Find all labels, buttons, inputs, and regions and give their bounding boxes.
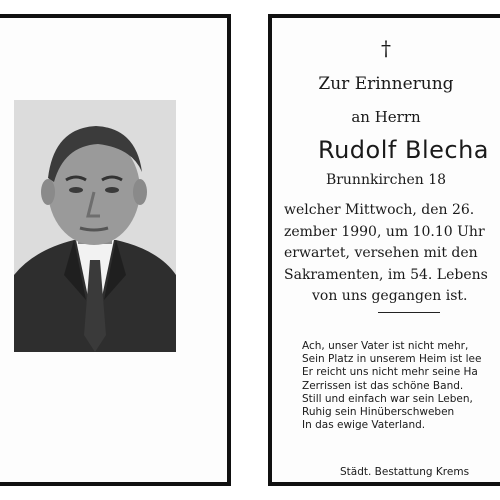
divider-line bbox=[378, 312, 440, 313]
poem-line: Ach, unser Vater ist nicht mehr, bbox=[302, 340, 469, 352]
poem-line: Sein Platz in unserem Heim ist lee bbox=[302, 353, 482, 366]
poem-line: Zerrissen ist das schöne Band. bbox=[302, 379, 464, 392]
obituary-line: zember 1990, um 10.10 Uhr bbox=[284, 223, 485, 240]
deceased-name: Rudolf Blecha bbox=[318, 136, 489, 164]
cross-icon: † bbox=[381, 36, 391, 60]
obituary-line: erwartet, versehen mit den bbox=[284, 245, 478, 261]
funeral-home-credit: Städt. Bestattung Krems bbox=[340, 466, 470, 478]
obituary-line: Sakramenten, im 54. Lebens bbox=[284, 266, 488, 283]
poem-line: Still und einfach war sein Leben, bbox=[302, 392, 473, 405]
portrait-photo bbox=[14, 100, 176, 352]
obituary-line: von uns gegangen ist. bbox=[312, 288, 468, 304]
left-card-panel bbox=[0, 14, 231, 486]
poem-line: Ruhig sein Hinüberschweben bbox=[302, 406, 455, 419]
poem-line: In das ewige Vaterland. bbox=[302, 419, 426, 432]
obituary-text bbox=[284, 200, 500, 308]
residence-text: Brunnkirchen 18 bbox=[325, 172, 447, 188]
poem-line: Er reicht uns nicht mehr seine Ha bbox=[302, 366, 478, 379]
right-card-panel bbox=[268, 14, 500, 486]
memorial-heading: Zur Erinnerung bbox=[318, 74, 454, 94]
memorial-poem bbox=[302, 340, 500, 432]
obituary-line: welcher Mittwoch, den 26. bbox=[284, 202, 475, 218]
salutation-text: an Herrn bbox=[351, 108, 421, 126]
portrait-illustration bbox=[14, 100, 176, 352]
